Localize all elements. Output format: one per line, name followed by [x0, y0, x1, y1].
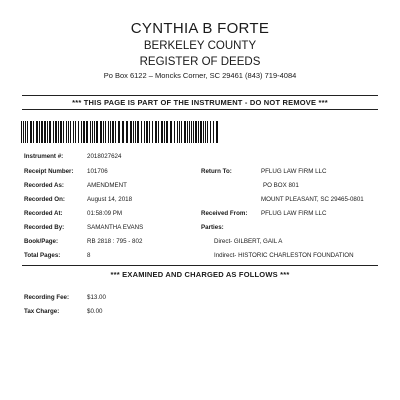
barcode-bar	[70, 121, 71, 143]
barcode-bar	[81, 121, 82, 143]
barcode-bar	[155, 121, 157, 143]
barcode	[21, 121, 221, 143]
barcode-bar	[92, 121, 93, 143]
barcode-bar	[68, 121, 69, 143]
barcode-bar	[146, 121, 148, 143]
barcode-bar	[210, 121, 211, 143]
examined-banner: *** EXAMINED AND CHARGED AS FOLLOWS ***	[110, 270, 290, 279]
barcode-bar	[198, 121, 199, 143]
barcode-bar	[55, 121, 57, 143]
barcode-bar	[112, 121, 114, 143]
party-direct: Direct- GILBERT, GAIL A	[214, 238, 283, 245]
receipt-number: 101706	[87, 168, 108, 175]
barcode-bar	[83, 121, 85, 143]
barcode-bar	[30, 121, 32, 143]
barcode-bar	[135, 121, 136, 143]
barcode-bar	[36, 121, 38, 143]
barcode-bar	[207, 121, 208, 143]
barcode-bar	[23, 121, 24, 143]
top-rule-lower	[22, 109, 378, 110]
barcode-bar	[110, 121, 111, 143]
barcode-bar	[94, 121, 95, 143]
tax-charge-label: Tax Charge:	[24, 308, 60, 315]
barcode-bar	[53, 121, 54, 143]
barcode-bar	[164, 121, 165, 143]
barcode-bar	[86, 121, 88, 143]
received-from-value: PFLUG LAW FIRM LLC	[261, 210, 327, 217]
barcode-bar	[191, 121, 192, 143]
book-page-label: Book/Page:	[24, 238, 59, 245]
recorded-as-value: AMENDMENT	[87, 182, 127, 189]
barcode-bar	[174, 121, 175, 143]
barcode-bar	[27, 121, 28, 143]
total-pages-value: 8	[87, 252, 91, 259]
barcode-bar	[25, 121, 26, 143]
barcode-bar	[44, 121, 46, 143]
recorded-on-value: August 14, 2018	[87, 196, 133, 203]
barcode-bar	[181, 121, 182, 143]
notice-banner: *** THIS PAGE IS PART OF THE INSTRUMENT - DO NOT REMOVE ***	[72, 98, 328, 107]
recorded-by-label: Recorded By:	[24, 224, 65, 231]
return-to-line-3: MOUNT PLEASANT, SC 29465-0801	[261, 196, 364, 203]
barcode-bar	[213, 121, 214, 143]
top-rule	[22, 95, 378, 96]
official-name: CYNTHIA B FORTE	[130, 20, 270, 37]
recorded-as-label: Recorded As:	[24, 182, 64, 189]
barcode-bar	[103, 121, 104, 143]
barcode-bar	[179, 121, 180, 143]
recording-fee-label: Recording Fee:	[24, 294, 70, 301]
office-name: REGISTER OF DEEDS	[139, 56, 261, 68]
party-indirect: Indirect- HISTORIC CHARLESTON FOUNDATION	[214, 252, 354, 259]
barcode-bar	[216, 121, 218, 143]
total-pages-label: Total Pages:	[24, 252, 61, 259]
barcode-bar	[205, 121, 206, 143]
barcode-bar	[133, 121, 134, 143]
barcode-bar	[144, 121, 145, 143]
barcode-bar	[137, 121, 139, 143]
barcode-bar	[47, 121, 48, 143]
barcode-bar	[75, 121, 76, 143]
barcode-bar	[200, 121, 202, 143]
barcode-bar	[130, 121, 132, 143]
recorded-at-value: 01:58:09 PM	[87, 210, 123, 217]
barcode-bar	[73, 121, 74, 143]
barcode-bar	[149, 121, 150, 143]
barcode-bar	[193, 121, 194, 143]
barcode-bar	[177, 121, 178, 143]
barcode-bar	[108, 121, 109, 143]
barcode-bar	[96, 121, 98, 143]
return-to-line-2: PO BOX 801	[263, 182, 299, 189]
parties-label: Parties:	[201, 224, 224, 231]
barcode-bar	[90, 121, 91, 143]
barcode-bar	[126, 121, 128, 143]
recorded-on-label: Recorded On:	[24, 196, 65, 203]
barcode-bar	[58, 121, 59, 143]
instrument-label: Instrument #:	[24, 153, 64, 160]
barcode-bar	[78, 121, 79, 143]
recorded-by-value: SAMANTHA EVANS	[87, 224, 144, 231]
instrument-number: 2018027624	[87, 153, 122, 160]
barcode-bar	[166, 121, 168, 143]
return-to-line-1: PFLUG LAW FIRM LLC	[261, 168, 327, 175]
office-address: Po Box 6122 – Moncks Corner, SC 29461 (843) 719-4084	[103, 71, 297, 80]
barcode-bar	[170, 121, 172, 143]
barcode-bar	[100, 121, 102, 143]
barcode-bar	[115, 121, 116, 143]
barcode-bar	[141, 121, 142, 143]
barcode-bar	[203, 121, 204, 143]
barcode-bar	[33, 121, 34, 143]
county-name: BERKELEY COUNTY	[143, 40, 257, 52]
return-to-label: Return To:	[201, 168, 232, 175]
barcode-bar	[105, 121, 106, 143]
barcode-bar	[158, 121, 159, 143]
barcode-bar	[21, 121, 22, 143]
barcode-bar	[161, 121, 163, 143]
barcode-bar	[41, 121, 43, 143]
barcode-bar	[195, 121, 197, 143]
barcode-bar	[66, 121, 67, 143]
barcode-bar	[184, 121, 186, 143]
recorded-at-label: Recorded At:	[24, 210, 63, 217]
barcode-bar	[122, 121, 124, 143]
barcode-bar	[187, 121, 188, 143]
barcode-bar	[152, 121, 153, 143]
book-page-value: RB 2818 : 795 - 802	[87, 238, 143, 245]
tax-charge-value: $0.00	[87, 308, 103, 315]
receipt-label: Receipt Number:	[24, 168, 74, 175]
barcode-bar	[63, 121, 64, 143]
barcode-bar	[49, 121, 51, 143]
barcode-bar	[60, 121, 62, 143]
barcode-bar	[39, 121, 40, 143]
received-from-label: Received From:	[201, 210, 248, 217]
barcode-bar	[189, 121, 190, 143]
barcode-bar	[118, 121, 120, 143]
recording-fee-value: $13.00	[87, 294, 106, 301]
mid-rule	[22, 265, 378, 266]
